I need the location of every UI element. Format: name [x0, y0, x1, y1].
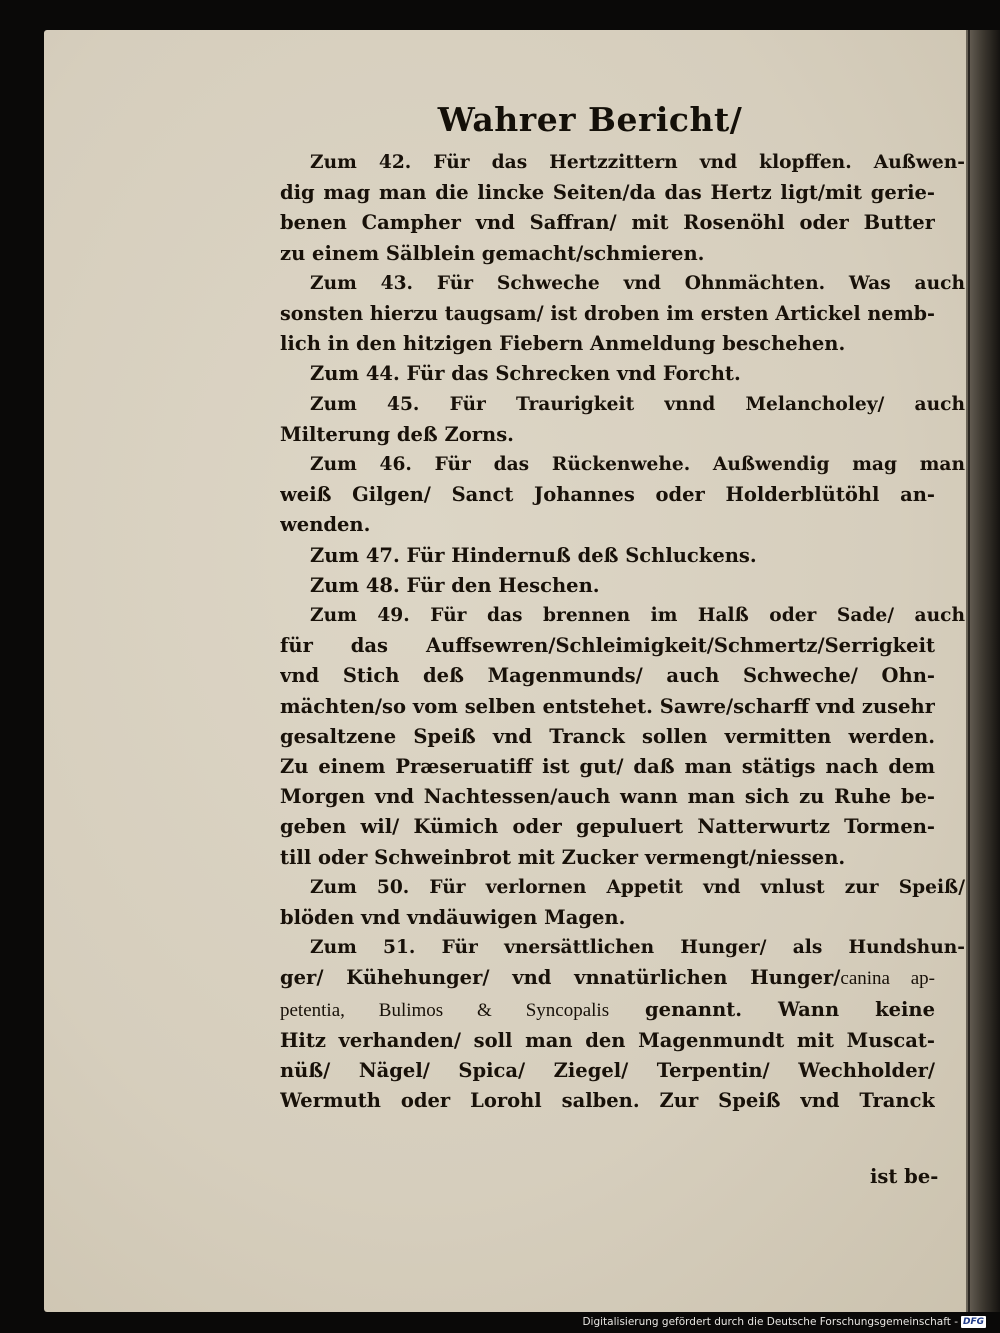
line-text: für das Auffsewren/Schleimigkeit/Schmertz/Serrigkeit	[280, 634, 935, 658]
text-line	[280, 541, 965, 571]
line-text: Zum 51. Für vnersättlichen Hunger/ als Hundshun-	[310, 937, 965, 959]
line-text: sonsten hierzu taugsam/ ist droben im ersten Artickel nemb-	[280, 302, 935, 326]
line-text: till oder Schweinbrot mit Zucker vermengt/niessen.	[280, 845, 846, 869]
text-line	[280, 299, 935, 329]
line-text: lich in den hitzigen Fiebern Anmeldung beschehen.	[280, 332, 846, 356]
text-line	[280, 571, 965, 601]
line-text: Zum 45. Für Traurigkeit vnnd Melancholey/ auch	[310, 393, 965, 415]
line-text: Zu einem Præseruatiff ist gut/ daß man stätigs nach dem	[280, 755, 935, 779]
text-line	[280, 843, 935, 873]
text-line	[280, 1086, 935, 1116]
latin-text: petentia, Bulimos & Syncopalis	[280, 999, 610, 1021]
text-line	[280, 420, 935, 450]
line-text: geben wil/ Kümich oder gepuluert Natterwurtz Tormen-	[280, 815, 935, 839]
line-text: wenden.	[280, 513, 371, 537]
text-line	[280, 1026, 935, 1056]
line-text: Zum 43. Für Schweche vnd Ohnmächten. Was auch	[310, 272, 965, 294]
line-text: Wermuth oder Lorohl salben. Zur Speiß vnd Tranck	[280, 1089, 935, 1113]
line-text: nüß/ Nägel/ Spica/ Ziegel/ Terpentin/ Wechholder/	[280, 1059, 935, 1083]
text-line	[280, 239, 935, 269]
binding-gutter	[966, 30, 1000, 1312]
text-line	[280, 933, 965, 963]
text-line	[280, 1056, 935, 1086]
credit-text: Digitalisierung gefördert durch die Deutsche Forschungsgemeinschaft -	[582, 1316, 958, 1328]
line-text: Zum 47. Für Hindernuß deß Schluckens.	[310, 543, 757, 567]
line-text: blöden vnd vndäuwigen Magen.	[280, 906, 626, 930]
line-text: Zum 46. Für das Rückenwehe. Außwendig mag man	[310, 454, 965, 476]
text-line	[280, 873, 965, 903]
line-text: mächten/so vom selben entstehet. Sawre/scharff vnd zusehr	[280, 694, 935, 718]
digitization-credit	[582, 1315, 986, 1329]
text-line	[280, 661, 935, 691]
text-line	[280, 752, 935, 782]
line-text: ger/ Kühehunger/ vnd vnnatürlichen Hunger/	[280, 966, 841, 990]
line-text: Morgen vnd Nachtessen/auch wann man sich zu Ruhe be-	[280, 785, 935, 809]
line-text: Zum 48. Für den Heschen.	[310, 573, 600, 597]
text-line	[280, 390, 965, 420]
text-line	[280, 692, 935, 722]
line-text: Milterung deß Zorns.	[280, 422, 514, 446]
line-text: Zum 42. Für das Hertzzittern vnd klopffen. Außwen-	[310, 152, 965, 173]
line-text: Zum 50. Für verlornen Appetit vnd vnlust zur Speiß/	[310, 876, 965, 898]
latin-text: canina ap-	[840, 968, 935, 990]
line-text: zu einem Sälblein gemacht/schmieren.	[280, 241, 705, 265]
line-text: gesaltzene Speiß vnd Tranck sollen vermitten werden.	[280, 724, 935, 748]
text-line	[280, 995, 935, 1026]
text-line	[280, 359, 965, 389]
line-text: benen Campher vnd Saffran/ mit Rosenöhl oder Butter	[280, 211, 935, 235]
line-text: Hitz verhanden/ soll man den Magenmundt mit Muscat-	[280, 1028, 935, 1052]
text-line	[280, 601, 965, 631]
text-line	[280, 480, 935, 510]
text-line	[280, 903, 935, 933]
text-line	[280, 329, 935, 359]
dfg-logo: DFG	[962, 1317, 984, 1327]
line-text: Zum 49. Für das brennen im Halß oder Sade/ auch	[310, 605, 965, 627]
text-line	[280, 148, 965, 178]
text-line	[280, 208, 935, 238]
text-line	[280, 963, 935, 994]
text-line	[280, 269, 965, 299]
line-text: vnd Stich deß Magenmunds/ auch Schweche/ Ohn-	[280, 664, 935, 688]
line-text: weiß Gilgen/ Sanct Johannes oder Holderblütöhl an-	[280, 483, 935, 507]
line-text: dig mag man die lincke Seiten/da das Hertz ligt/mit gerie-	[280, 181, 935, 205]
body-text	[280, 148, 965, 1117]
text-line	[280, 722, 935, 752]
catchword: ist be-	[870, 1165, 939, 1188]
text-line	[280, 178, 935, 208]
text-line	[280, 782, 935, 812]
text-line	[280, 631, 935, 661]
line-text: Zum 44. Für das Schrecken vnd Forcht.	[310, 362, 741, 386]
text-line	[280, 450, 965, 480]
gutter-edge	[968, 30, 970, 1312]
text-line	[280, 812, 935, 842]
line-text-tail: genannt. Wann keine	[609, 997, 935, 1021]
text-line	[280, 510, 935, 540]
running-head: Wahrer Bericht/	[437, 100, 743, 139]
